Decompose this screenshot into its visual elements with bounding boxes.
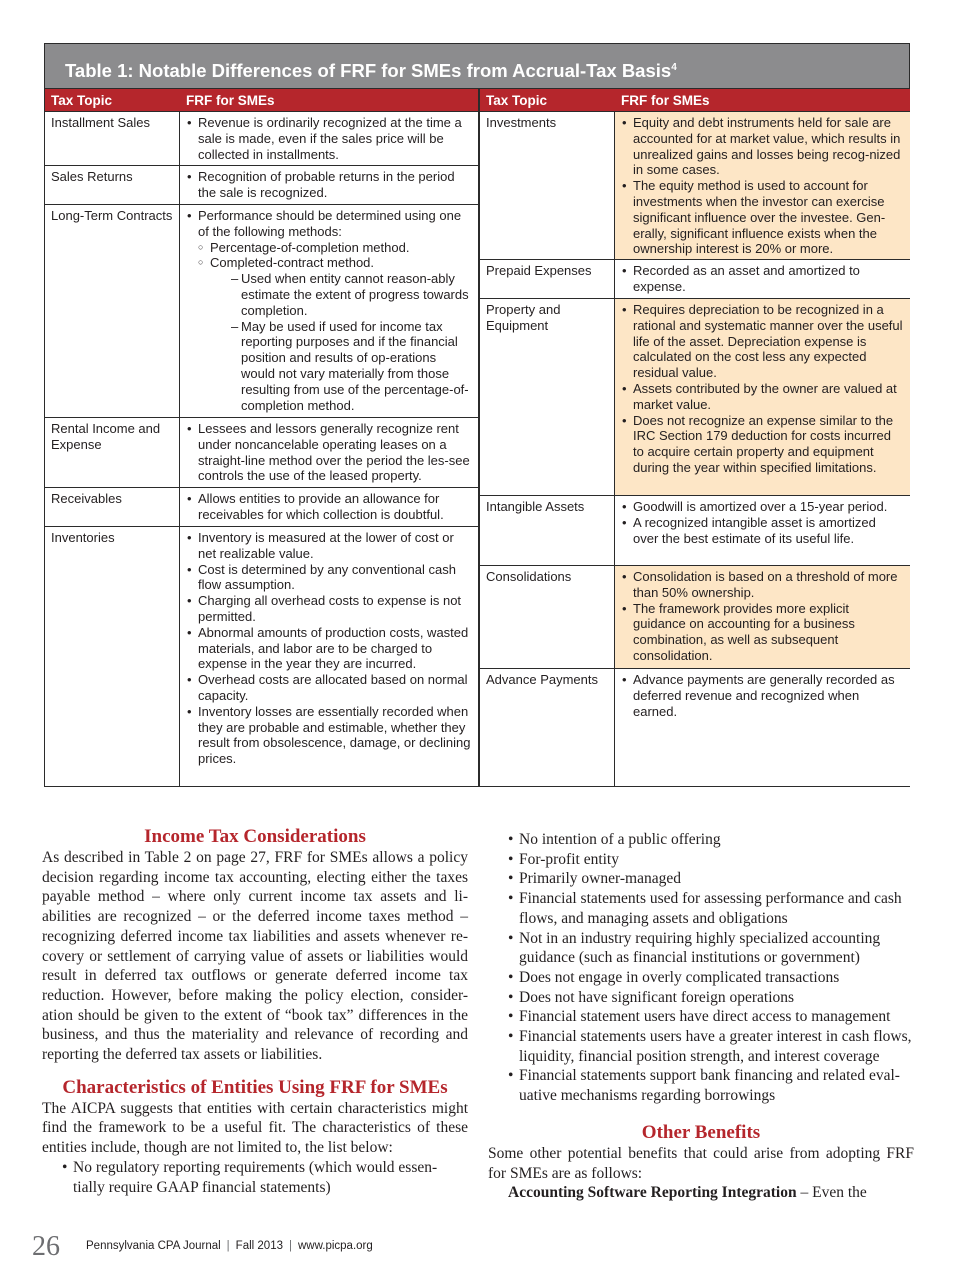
topic-cell: Inventories — [45, 527, 180, 786]
comparison-table — [44, 43, 910, 787]
topic-cell: Sales Returns — [45, 166, 180, 204]
table-header-row — [480, 89, 910, 112]
characteristics-paragraph: The AICPA suggests that entities with certain characteristics might find the framework to be a useful fit. The characteristics of these entities include, though are not limited to, the list below: — [42, 1099, 468, 1157]
table-row-advance-payments — [480, 669, 910, 786]
description-cell — [615, 669, 910, 786]
topic-cell: Prepaid Expenses — [480, 260, 615, 298]
bullet-item: • Inventory losses are essentially recorded when they are probable and estimable, whether they result from obsolescence, damage, or declining prices. — [186, 704, 472, 767]
article-right-column — [488, 830, 914, 1203]
bullet-item: • The equity method is used to account for investments when the investor can exercise significant influence over the investee. Gen-erally, significant influence exists when the ownership interest is 20% or more. — [621, 178, 904, 257]
journal-name: Pennsylvania CPA Journal — [86, 1240, 221, 1252]
topic-cell: Property and Equipment — [480, 299, 615, 495]
table-row-long-term-contracts — [45, 205, 478, 418]
bullet-item: • Equity and debt instruments held for sale are accounted for at market value, which results in unrealized gains and losses being recog-nized in some cases. — [621, 115, 904, 178]
income-tax-paragraph: As described in Table 2 on page 27, FRF for SMEs allows a policy decision regarding income tax accounting, electing either the taxes payable method – where only current income tax assets and li-abilities are recognized – or the deferred income taxes method – recognizing deferred income tax liabilities and assets whenever re-covery or settlement of carrying value of assets or liabilities would result in deferred tax outflows or generate deferred income tax reduction. However, before making the policy election, consider-ation should be given to the extent of “book tax” differences in the business, and thus the materiality and relevance of recording and reporting the deferred tax assets or liabilities. — [42, 849, 468, 1064]
topic-cell: Long-Term Contracts — [45, 205, 180, 417]
issue-label: Fall 2013 — [235, 1240, 283, 1252]
heading-characteristics: Characteristics of Entities Using FRF for SMEs — [62, 1076, 448, 1098]
software-integration-paragraph — [488, 1183, 914, 1203]
list-item: • Financial statements used for assessing performance and cash flows, and managing assets and obligations — [488, 889, 914, 928]
table-row-consolidations — [480, 566, 910, 669]
characteristics-list — [42, 1158, 468, 1197]
list-item: • No regulatory reporting requirements (which would essen-tially require GAAP financial statements) — [42, 1158, 468, 1197]
dash-item: – May be used if used for income tax reporting purposes and if the financial position and results of op-erations would not vary materially from those resulting from use of the percentage-of-completion method. — [186, 319, 472, 414]
sub-bullet-item: ○ Completed-contract method. — [186, 255, 472, 271]
software-integration-text: – Even the — [796, 1184, 867, 1202]
list-item: • Does not engage in overly complicated transactions — [488, 968, 914, 988]
dash-item: – Used when entity cannot reason-ably estimate the extent of progress towards completion. — [186, 271, 472, 318]
description-cell — [615, 260, 910, 298]
bullet-item: • Consolidation is based on a threshold of more than 50% ownership. — [621, 569, 904, 601]
description-cell — [615, 112, 910, 259]
topic-cell: Consolidations — [480, 566, 615, 668]
list-item: • Does not have significant foreign operations — [488, 988, 914, 1008]
description-cell — [180, 418, 478, 487]
topic-cell: Intangible Assets — [480, 496, 615, 565]
footer-separator: | — [288, 1240, 292, 1252]
bullet-item: • Goodwill is amortized over a 15-year period. — [621, 499, 904, 515]
table-right-half — [478, 89, 910, 786]
table-row-rental-income — [45, 418, 478, 488]
description-cell — [180, 112, 478, 165]
topic-cell: Installment Sales — [45, 112, 180, 165]
page-number: 26 — [32, 1231, 60, 1262]
website-link[interactable]: www.picpa.org — [297, 1240, 373, 1252]
bullet-item: • Recorded as an asset and amortized to expense. — [621, 263, 904, 295]
table-title — [45, 44, 909, 89]
bullet-item: • Recognition of probable returns in the period the sale is recognized. — [186, 169, 472, 201]
heading-other-benefits: Other Benefits — [641, 1121, 761, 1143]
list-item: • Primarily owner-managed — [488, 869, 914, 889]
header-tax-topic: Tax Topic — [51, 93, 113, 108]
description-cell — [615, 299, 910, 495]
description-cell — [615, 566, 910, 668]
bullet-item: • Charging all overhead costs to expense is not permitted. — [186, 593, 472, 625]
list-item: • For-profit entity — [488, 850, 914, 870]
table-left-half — [45, 89, 478, 786]
bullet-item: • Abnormal amounts of production costs, wasted materials, and labor are to be charged to expense in the year they are incurred. — [186, 625, 472, 672]
description-cell — [180, 527, 478, 786]
sub-bullet-item: ○ Percentage-of-completion method. — [186, 240, 472, 256]
topic-cell: Receivables — [45, 488, 180, 526]
bullet-item: • Performance should be determined using one of the following methods: — [186, 208, 472, 240]
header-tax-topic: Tax Topic — [486, 93, 548, 108]
topic-cell: Rental Income and Expense — [45, 418, 180, 487]
bullet-item: • Requires depreciation to be recognized in a rational and systematic manner over the useful life of the asset. Depreciation expense is calculated on the cost less any expected residual value. — [621, 302, 904, 381]
table-row-prepaid-expenses — [480, 260, 910, 299]
table-title-text: Table 1: Notable Differences of FRF for SMEs from Accrual-Tax Basis — [65, 60, 672, 81]
table-row-property-equipment — [480, 299, 910, 496]
table-header-row — [45, 89, 478, 112]
description-cell — [180, 488, 478, 526]
footer-separator: | — [226, 1240, 230, 1252]
list-item: • Not in an industry requiring highly specialized accounting guidance (such as financial institutions or government) — [488, 929, 914, 968]
table-row-sales-returns — [45, 166, 478, 205]
software-integration-lead: Accounting Software Reporting Integration — [508, 1184, 797, 1202]
bullet-item: • Assets contributed by the owner are valued at market value. — [621, 381, 904, 413]
description-cell — [180, 205, 478, 417]
list-item: • No intention of a public offering — [488, 830, 914, 850]
list-item: • Financial statements support bank financing and related eval-uative mechanisms regarding borrowings — [488, 1066, 914, 1105]
table-row-investments — [480, 112, 910, 260]
table-row-installment-sales — [45, 112, 478, 166]
article-left-column — [42, 826, 468, 1197]
header-frf-for-smes: FRF for SMEs — [621, 93, 710, 108]
table-row-intangible-assets — [480, 496, 910, 566]
table-row-receivables — [45, 488, 478, 527]
bullet-item: • Advance payments are generally recorded as deferred revenue and recognized when earned. — [621, 672, 904, 719]
bullet-item: • Revenue is ordinarily recognized at the time a sale is made, even if the sales price will be collected in installments. — [186, 115, 472, 162]
topic-cell: Investments — [480, 112, 615, 259]
bullet-item: • Inventory is measured at the lower of cost or net realizable value. — [186, 530, 472, 562]
list-item: • Financial statement users have direct access to management — [488, 1007, 914, 1027]
bullet-item: • Allows entities to provide an allowance for receivables for which collection is doubtful. — [186, 491, 472, 523]
description-cell — [615, 496, 910, 565]
topic-cell: Advance Payments — [480, 669, 615, 786]
table-row-inventories — [45, 527, 478, 786]
table-title-footnote: 4 — [671, 62, 677, 73]
description-cell — [180, 166, 478, 204]
other-benefits-paragraph: Some other potential benefits that could arise from adopting FRF for SMEs are as follows: — [488, 1144, 914, 1182]
bullet-item: • Cost is determined by any conventional cash flow assumption. — [186, 562, 472, 594]
bullet-item: • Does not recognize an expense similar to the IRC Section 179 deduction for costs incurred to acquire certain property and equipment during the year within specified limitations. — [621, 413, 904, 476]
list-item: • Financial statements users have a greater interest in cash flows, liquidity, financial position strength, and interest coverage — [488, 1027, 914, 1066]
characteristics-list-continued — [488, 830, 914, 1106]
bullet-item: • The framework provides more explicit guidance on accounting for a business combination, as well as subsequent consolidation. — [621, 601, 904, 664]
heading-income-tax: Income Tax Considerations — [144, 826, 366, 847]
footer-publication-line — [86, 1240, 373, 1252]
header-frf-for-smes: FRF for SMEs — [186, 93, 275, 108]
bullet-item: • Overhead costs are allocated based on normal capacity. — [186, 672, 472, 704]
bullet-item: • Lessees and lessors generally recognize rent under noncancelable operating leases on a straight-line method over the period the les-see controls the use of the leased property. — [186, 421, 472, 484]
bullet-item: • A recognized intangible asset is amortized over the best estimate of its useful life. — [621, 515, 904, 547]
